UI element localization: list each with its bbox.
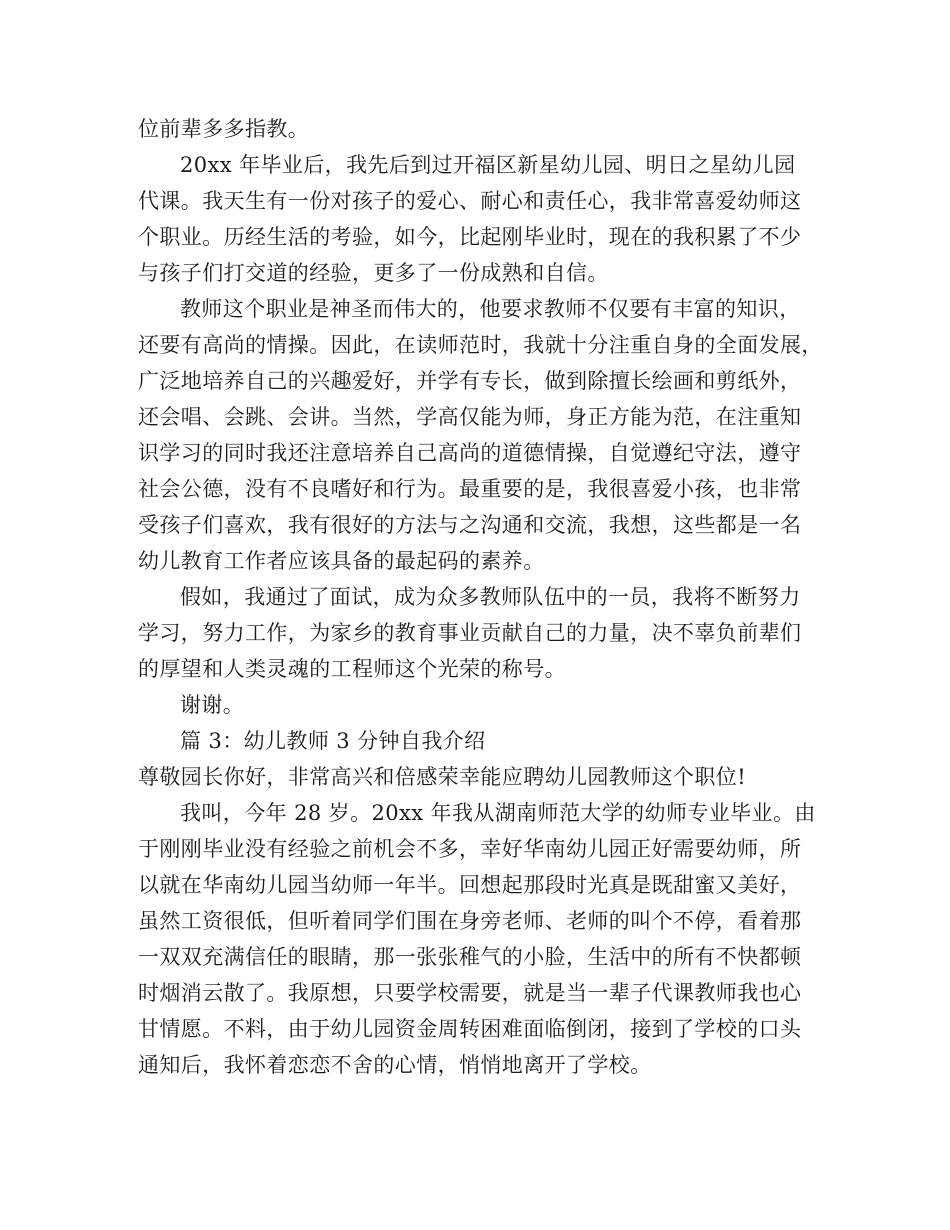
text-line: 甘情愿。不料，由于幼儿园资金周转困难面临倒闭，接到了学校的口头 — [138, 1017, 802, 1041]
text-line: 20xx 年毕业后，我先后到过开福区新星幼儿园、明日之星幼儿园 — [180, 153, 796, 177]
text-line: 于刚刚毕业没有经验之前机会不多，幸好华南幼儿园正好需要幼师，所 — [138, 837, 802, 861]
text-line: 还会唱、会跳、会讲。当然，学高仅能为师，身正方能为范，在注重知 — [138, 405, 802, 429]
section-heading: 篇 3：幼儿教师 3 分钟自我介绍 — [180, 729, 486, 753]
text-line: 广泛地培养自己的兴趣爱好，并学有专长，做到除擅长绘画和剪纸外， — [138, 369, 802, 393]
text-line: 教师这个职业是神圣而伟大的，他要求教师不仅要有丰富的知识， — [180, 297, 801, 321]
text-line: 代课。我天生有一份对孩子的爱心、耐心和责任心，我非常喜爱幼师这 — [138, 189, 802, 213]
text-line: 识学习的同时我还注意培养自己高尚的道德情操，自觉遵纪守法，遵守 — [138, 441, 802, 465]
text-line: 受孩子们喜欢，我有很好的方法与之沟通和交流，我想，这些都是一名 — [138, 513, 802, 537]
text-line: 我叫，今年 28 岁。20xx 年我从湖南师范大学的幼师专业毕业。由 — [180, 801, 816, 825]
text-line: 谢谢。 — [180, 693, 245, 717]
text-line: 假如，我通过了面试，成为众多教师队伍中的一员，我将不断努力 — [180, 585, 801, 609]
text-line: 以就在华南幼儿园当幼师一年半。回想起那段时光真是既甜蜜又美好， — [138, 873, 802, 897]
text-line: 虽然工资很低，但听着同学们围在身旁老师、老师的叫个不停，看着那 — [138, 909, 802, 933]
text-line: 尊敬园长你好，非常高兴和倍感荣幸能应聘幼儿园教师这个职位! — [138, 765, 747, 789]
text-line: 一双双充满信任的眼睛，那一张张稚气的小脸，生活中的所有不快都顿 — [138, 945, 802, 969]
text-line: 通知后，我怀着恋恋不舍的心情，悄悄地离开了学校。 — [138, 1053, 652, 1077]
text-line: 位前辈多多指教。 — [138, 117, 310, 141]
text-line: 与孩子们打交道的经验，更多了一份成熟和自信。 — [138, 261, 609, 285]
text-line: 幼儿教育工作者应该具备的最起码的素养。 — [138, 549, 545, 573]
text-line: 社会公德，没有不良嗜好和行为。最重要的是，我很喜爱小孩，也非常 — [138, 477, 802, 501]
text-line: 学习，努力工作，为家乡的教育事业贡献自己的力量，决不辜负前辈们 — [138, 621, 802, 645]
text-line: 个职业。历经生活的考验，如今，比起刚毕业时，现在的我积累了不少 — [138, 225, 802, 249]
text-line: 时烟消云散了。我原想，只要学校需要，就是当一辈子代课教师我也心 — [138, 981, 802, 1005]
text-line: 还要有高尚的情操。因此，在读师范时，我就十分注重自身的全面发展， — [138, 333, 823, 357]
text-line: 的厚望和人类灵魂的工程师这个光荣的称号。 — [138, 657, 566, 681]
